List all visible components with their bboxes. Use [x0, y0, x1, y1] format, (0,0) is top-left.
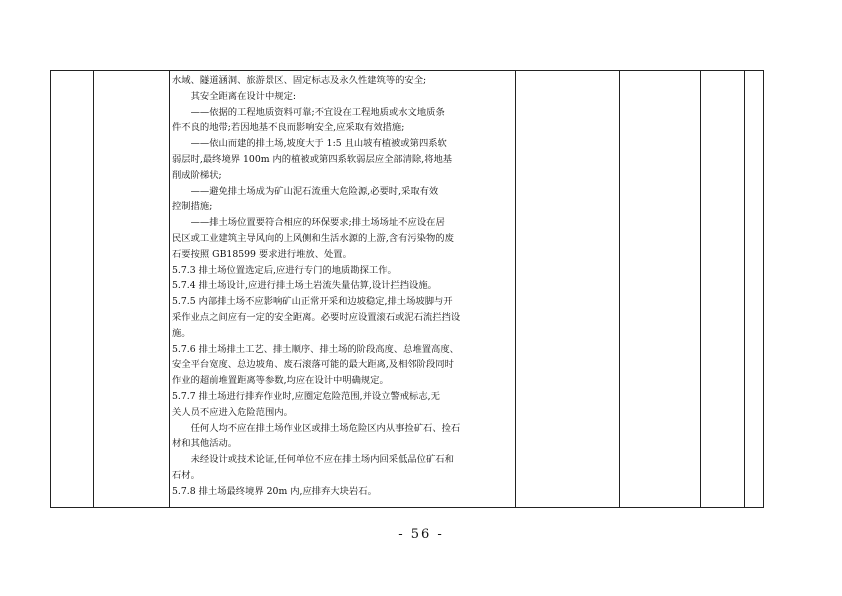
text-line: ——排土场位置要符合相应的环保要求;排土场场址不应设在居 [190, 217, 445, 229]
column-divider [169, 71, 170, 507]
column-divider [515, 71, 516, 507]
text-line: 5.7.8 排土场最终境界 20m 内,应排弃大块岩石。 [172, 485, 377, 497]
column-divider [700, 71, 701, 507]
requirements-text-cell [172, 73, 515, 500]
text-line: 件不良的地带;若因地基不良而影响安全,应采取有效措施; [172, 122, 405, 134]
text-line: 水域、隧道涵洞、旅游景区、固定标志及永久性建筑等的安全; [172, 75, 427, 86]
text-line: 削成阶梯状; [172, 169, 222, 181]
text-line: ——依山而建的排土场,坡度大于 1:5 且山坡有植被或第四系软 [190, 138, 447, 150]
text-line: ——依据的工程地质资料可靠;不宜设在工程地质或水文地质条 [190, 106, 445, 118]
text-line: 其安全距离在设计中规定: [190, 90, 296, 102]
column-divider [93, 71, 94, 507]
text-line: 5.7.6 排土场排土工艺、排土顺序、排土场的阶段高度、总堆置高度、 [172, 343, 459, 355]
page-number: - 56 - [398, 527, 444, 542]
text-line: 施。 [172, 327, 191, 339]
column-divider [619, 71, 620, 507]
text-line: 民区或工业建筑主导风向的上风侧和生活水源的上游,含有污染物的废 [172, 232, 454, 244]
text-line: 5.7.3 排土场位置选定后,应进行专门的地质勘探工作。 [172, 264, 397, 276]
column-divider [744, 71, 745, 507]
text-line: 石材。 [172, 469, 200, 481]
text-line: 控制措施; [172, 201, 213, 213]
text-line: ——避免排土场成为矿山泥石流重大危险源,必要时,采取有效 [190, 185, 439, 197]
text-line: 关人员不应进入危险范围内。 [172, 406, 293, 418]
text-line: 弱层时,最终境界 100m 内的植被或第四系软弱层应全部清除,将地基 [172, 153, 453, 165]
text-line: 石要按照 GB18599 要求进行堆放、处置。 [172, 248, 352, 260]
text-line: 材和其他活动。 [172, 438, 238, 450]
text-line: 5.7.7 排土场进行排弃作业时,应圈定危险范围,并设立警戒标志,无 [172, 390, 440, 402]
text-line: 安全平台宽度、总边坡角、废石滚落可能的最大距离,及相邻阶段同时 [172, 359, 454, 371]
text-line: 5.7.4 排土场设计,应进行排土场土岩流失量估算,设计拦挡设施。 [172, 280, 437, 292]
text-line: 采作业点之间应有一定的安全距离。必要时应设置滚石或泥石流拦挡设 [172, 311, 461, 323]
text-line: 5.7.5 内部排土场不应影响矿山正常开采和边坡稳定,排土场坡脚与开 [172, 296, 453, 308]
text-line: 任何人均不应在排土场作业区或排土场危险区内从事捡矿石、捡石 [190, 422, 461, 434]
text-line: 未经设计或技术论证,任何单位不应在排土场内回采低品位矿石和 [190, 454, 454, 466]
text-line: 作业的超前堆置距离等参数,均应在设计中明确规定。 [172, 375, 389, 387]
standards-table [50, 70, 764, 508]
